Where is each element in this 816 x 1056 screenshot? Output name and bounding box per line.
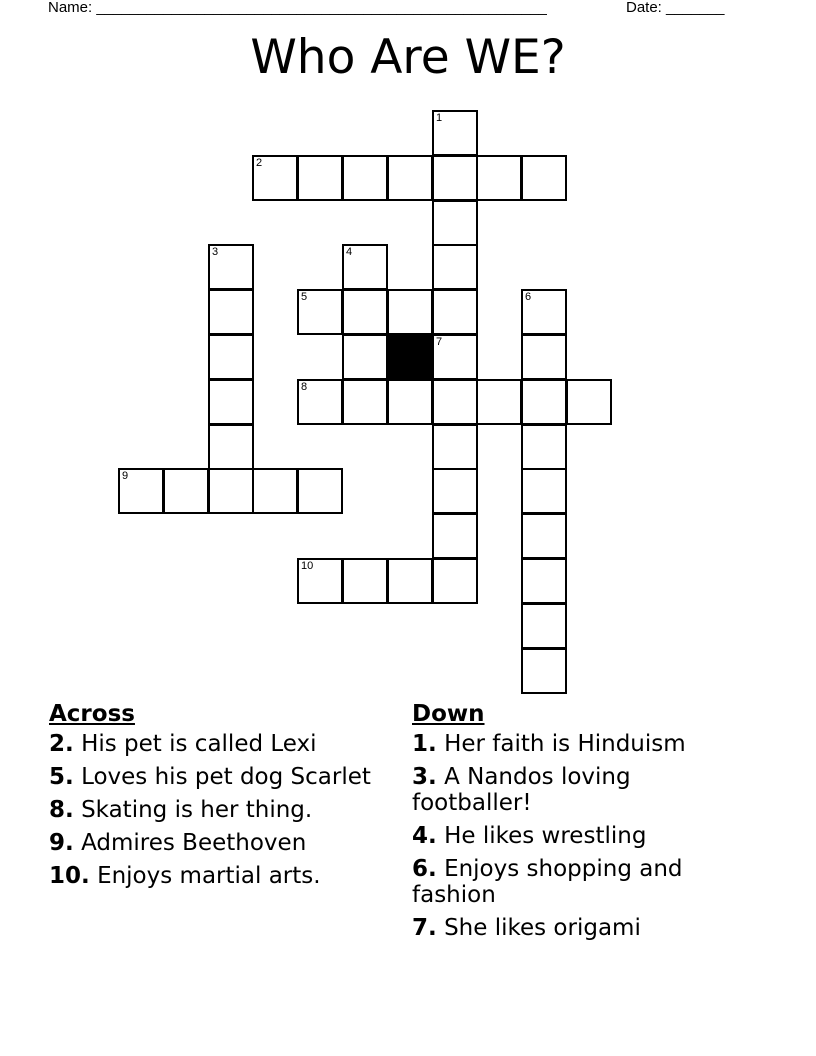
clue-text: Admires Beethoven <box>81 830 307 856</box>
crossword-cell[interactable] <box>432 334 478 380</box>
crossword-cell[interactable] <box>252 155 298 201</box>
crossword-cell[interactable] <box>521 155 567 201</box>
crossword-cell[interactable] <box>297 155 343 201</box>
crossword-cell[interactable] <box>297 468 343 514</box>
clue-number-label: 7 <box>436 336 443 348</box>
crossword-cell[interactable] <box>521 289 567 335</box>
clue-text: Skating is her thing. <box>81 797 313 823</box>
crossword-cell[interactable] <box>163 468 209 514</box>
clue-number-label: 6 <box>525 291 532 303</box>
date-field: Date: _______ <box>626 0 725 16</box>
crossword-cell[interactable] <box>432 468 478 514</box>
crossword-cell[interactable] <box>432 424 478 470</box>
clue-text: She likes origami <box>444 915 641 941</box>
crossword-cell[interactable] <box>208 334 254 380</box>
clue-number: 1. <box>412 731 437 757</box>
clue-text: Enjoys shopping and fashion <box>412 856 683 908</box>
crossword-cell[interactable] <box>342 334 388 380</box>
crossword-cell[interactable] <box>521 603 567 649</box>
clue-number-label: 10 <box>301 560 314 572</box>
page-title: Who Are WE? <box>250 30 566 85</box>
crossword-cell[interactable] <box>566 379 612 425</box>
crossword-cell[interactable] <box>432 155 478 201</box>
blocked-cell <box>387 334 433 380</box>
crossword-cell[interactable] <box>521 648 567 694</box>
across-clue <box>49 797 389 823</box>
crossword-cell[interactable] <box>432 379 478 425</box>
crossword-cell[interactable] <box>432 513 478 559</box>
clue-text: Her faith is Hinduism <box>444 731 686 757</box>
clue-number: 9. <box>49 830 74 856</box>
clue-number-label: 5 <box>301 291 308 303</box>
crossword-cell[interactable] <box>208 289 254 335</box>
clue-text: Enjoys martial arts. <box>97 863 321 889</box>
clue-text: Loves his pet dog Scarlet <box>81 764 371 790</box>
crossword-cell[interactable] <box>387 558 433 604</box>
down-heading: Down <box>412 701 485 727</box>
crossword-cell[interactable] <box>432 558 478 604</box>
clue-text: He likes wrestling <box>444 823 647 849</box>
clue-number-label: 8 <box>301 381 308 393</box>
crossword-cell[interactable] <box>432 200 478 246</box>
crossword-cell[interactable] <box>432 244 478 290</box>
crossword-cell[interactable] <box>297 379 343 425</box>
crossword-cell[interactable] <box>342 379 388 425</box>
crossword-cell[interactable] <box>297 558 343 604</box>
clue-number: 7. <box>412 915 437 941</box>
crossword-cell[interactable] <box>342 244 388 290</box>
across-clue <box>49 764 389 790</box>
clue-text: His pet is called Lexi <box>81 731 317 757</box>
crossword-cell[interactable] <box>521 334 567 380</box>
clue-number: 8. <box>49 797 74 823</box>
crossword-cell[interactable] <box>432 289 478 335</box>
clue-number-label: 3 <box>212 246 219 258</box>
crossword-cell[interactable] <box>297 289 343 335</box>
clue-number-label: 2 <box>256 157 263 169</box>
clue-number: 4. <box>412 823 437 849</box>
crossword-cell[interactable] <box>521 468 567 514</box>
crossword-cell[interactable] <box>476 379 522 425</box>
crossword-cell[interactable] <box>387 379 433 425</box>
across-heading: Across <box>49 701 135 727</box>
clue-number: 3. <box>412 764 437 790</box>
across-clue <box>49 731 389 757</box>
crossword-cell[interactable] <box>208 379 254 425</box>
crossword-cell[interactable] <box>521 424 567 470</box>
down-clue <box>412 915 732 941</box>
crossword-cell[interactable] <box>476 155 522 201</box>
clue-number: 5. <box>49 764 74 790</box>
across-clue <box>49 863 389 889</box>
down-clue <box>412 856 732 908</box>
down-clue <box>412 823 732 849</box>
crossword-cell[interactable] <box>521 558 567 604</box>
clue-number-label: 1 <box>436 112 443 124</box>
clue-number-label: 4 <box>346 246 353 258</box>
crossword-cell[interactable] <box>208 468 254 514</box>
crossword-cell[interactable] <box>252 468 298 514</box>
down-clue <box>412 731 732 757</box>
crossword-cell[interactable] <box>521 513 567 559</box>
clue-number: 2. <box>49 731 74 757</box>
down-clues <box>412 701 732 948</box>
crossword-cell[interactable] <box>521 379 567 425</box>
crossword-cell[interactable] <box>387 289 433 335</box>
clue-number: 10. <box>49 863 90 889</box>
crossword-cell[interactable] <box>118 468 164 514</box>
clue-number-label: 9 <box>122 470 129 482</box>
crossword-cell[interactable] <box>208 424 254 470</box>
clue-text: A Nandos loving footballer! <box>412 764 631 816</box>
crossword-cell[interactable] <box>432 110 478 156</box>
across-clue <box>49 830 389 856</box>
down-clue <box>412 764 732 816</box>
crossword-cell[interactable] <box>342 155 388 201</box>
crossword-cell[interactable] <box>342 558 388 604</box>
crossword-cell[interactable] <box>387 155 433 201</box>
clue-number: 6. <box>412 856 437 882</box>
across-clues <box>49 701 389 896</box>
crossword-cell[interactable] <box>208 244 254 290</box>
name-field: Name: ______________________________________________________ <box>48 0 547 16</box>
crossword-cell[interactable] <box>342 289 388 335</box>
